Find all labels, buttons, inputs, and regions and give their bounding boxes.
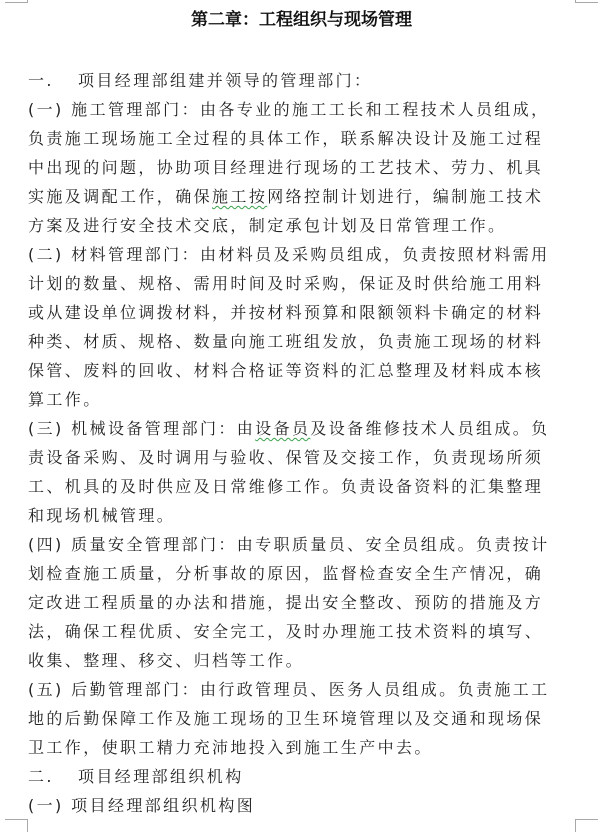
text-line: (一) 施工管理部门：由各专业的施工工长和工程技术人员组成， bbox=[28, 100, 550, 119]
text-line: (二) 材料管理部门：由材料员及采购员组成，负责按照材料需用 bbox=[28, 245, 550, 264]
text-line bbox=[28, 414, 576, 443]
text-line: 划检查施工质量，分析事故的原因，监督检查安全生产情况，确 bbox=[28, 564, 544, 583]
page-corner-mark-bottom-left bbox=[5, 819, 28, 832]
text-span: 及设备维修技术人员组成。负 bbox=[310, 419, 550, 438]
grammar-marked-text[interactable]: 设备员 bbox=[255, 419, 311, 438]
text-span: 实施及调配工作，确保 bbox=[28, 187, 213, 206]
text-line: 责设备采购、及时调用与验收、保管及交接工作，负责现场所须 bbox=[28, 448, 544, 467]
document-body bbox=[28, 66, 576, 820]
text-line: 或从建设单位调拨材料，并按材料预算和限额领料卡确定的材料 bbox=[28, 303, 544, 322]
text-line: 计划的数量、规格、需用时间及时采购，保证及时供给施工用料 bbox=[28, 274, 544, 293]
text-line: 收集、整理、移交、归档等工作。 bbox=[28, 651, 305, 670]
text-line: 地的后勤保障工作及施工现场的卫生环境管理以及交通和现场保 bbox=[28, 709, 544, 728]
paragraph-quality-safety-dept bbox=[28, 530, 576, 675]
text-line: (四) 质量安全管理部门：由专职质量员、安全员组成。负责按计 bbox=[28, 535, 550, 554]
paragraph-logistics-dept bbox=[28, 675, 576, 762]
text-line bbox=[28, 182, 576, 211]
text-line: 和现场机械管理。 bbox=[28, 506, 176, 525]
section-number: 二. bbox=[28, 767, 54, 786]
section-heading-1 bbox=[28, 66, 576, 95]
page-corner-mark-bottom-right bbox=[575, 819, 598, 832]
text-line: 中出现的问题，协助项目经理进行现场的工艺技术、劳力、机具 bbox=[28, 158, 544, 177]
text-line: 保管、废料的回收、材料合格证等资料的汇总整理及材料成本核 bbox=[28, 361, 544, 380]
paragraph-materials-dept bbox=[28, 240, 576, 414]
text-line: 法，确保工程优质、安全完工，及时办理施工技术资料的填写、 bbox=[28, 622, 544, 641]
text-line: 定改进工程质量的办法和措施，提出安全整改、预防的措施及方 bbox=[28, 593, 544, 612]
subsection-heading: (一) 项目经理部组织机构图 bbox=[28, 796, 256, 815]
page-corner-mark-top-right bbox=[575, 0, 598, 3]
text-line: 算工作。 bbox=[28, 390, 102, 409]
section-heading-text: 项目经理部组建并领导的管理部门： bbox=[78, 71, 373, 90]
text-line: 卫工作，使职工精力充沛地投入到施工生产中去。 bbox=[28, 738, 433, 757]
text-span: 网络控制计划进行，编制施工技术 bbox=[267, 187, 544, 206]
text-line: 负责施工现场施工全过程的具体工作，联系解决设计及施工过程 bbox=[28, 129, 544, 148]
chapter-title: 第二章：工程组织与现场管理 bbox=[191, 10, 412, 30]
text-line: 方案及进行安全技术交底，制定承包计划及日常管理工作。 bbox=[28, 216, 507, 235]
section-number: 一. bbox=[28, 71, 54, 90]
text-span: (三) 机械设备管理部门：由 bbox=[28, 419, 256, 438]
text-line: 种类、材质、规格、数量向施工班组发放，负责施工现场的材料 bbox=[28, 332, 544, 351]
text-line: 工、机具的及时供应及日常维修工作。负责设备资料的汇集整理 bbox=[28, 477, 544, 496]
section-heading-text: 项目经理部组织机构 bbox=[78, 767, 244, 786]
page-corner-mark-top-left bbox=[5, 0, 28, 3]
grammar-marked-text[interactable]: 施工按 bbox=[212, 187, 268, 206]
section-heading-2 bbox=[28, 762, 576, 791]
text-line: (五) 后勤管理部门：由行政管理员、医务人员组成。负责施工工 bbox=[28, 680, 550, 699]
paragraph-equipment-dept bbox=[28, 414, 576, 530]
paragraph-construction-dept bbox=[28, 95, 576, 240]
